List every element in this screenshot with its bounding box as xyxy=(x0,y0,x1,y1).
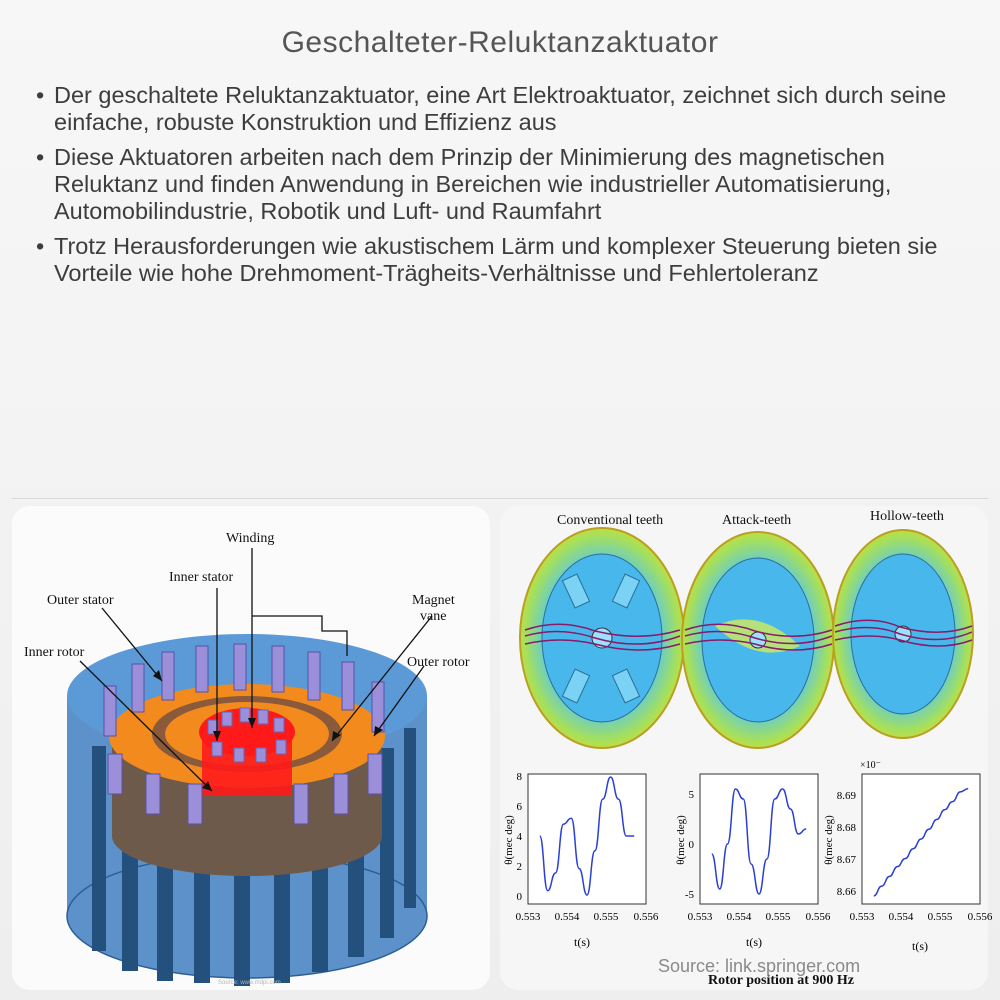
chart-3 xyxy=(823,760,993,953)
bullet-text: Der geschaltete Reluktanzaktuator, eine Art Elektroaktuator, zeichnet sich durch seine einfache, robuste Konstruktion und Effizienz aus xyxy=(54,82,947,135)
chart-3-ytick: 8.68 xyxy=(836,822,856,834)
bullet-list xyxy=(36,82,966,295)
simulation-figure xyxy=(500,506,993,990)
bullet-text: Trotz Herausforderungen wie akustischem Lärm und komplexer Steuerung bieten sie Vorteile wie hohe Drehmoment-Trägheits-Verhältnisse und Fehlertoleranz xyxy=(54,233,938,286)
chart-2-ylabel: θ(mec deg) xyxy=(675,815,687,865)
chart-2-xtick: 0.553 xyxy=(687,911,713,923)
bullet-item xyxy=(36,82,966,136)
chart-3-ylabel: θ(mec deg) xyxy=(823,815,835,865)
label-vane: vane xyxy=(420,609,447,624)
chart-1-ytick: 8 xyxy=(516,771,522,783)
cross-section-conventional xyxy=(520,528,684,748)
chart-3-ytick: 8.69 xyxy=(836,790,856,802)
page-title: Geschalteter-Reluktanzaktuator xyxy=(281,26,719,59)
label-magnet: Magnet xyxy=(412,593,455,608)
chart-2-xlabel: t(s) xyxy=(746,935,762,949)
chart-3-xtick: 0.553 xyxy=(849,911,875,923)
chart-1-ytick: 0 xyxy=(516,891,522,903)
chart-3-xlabel: t(s) xyxy=(912,939,928,953)
heading-attack-teeth: Attack-teeth xyxy=(722,513,792,528)
heading-conventional-teeth: Conventional teeth xyxy=(557,513,664,528)
chart-1-ytick: 4 xyxy=(516,831,522,843)
chart-3-ytick: 8.67 xyxy=(836,854,856,866)
chart-3-ytick: 8.66 xyxy=(836,886,856,898)
cross-section-hollow xyxy=(833,530,973,738)
source-credit: Source: link.springer.com xyxy=(658,956,861,976)
bullet-item xyxy=(36,144,966,225)
chart-2-ytick: -5 xyxy=(684,889,694,901)
chart-1-xtick: 0.554 xyxy=(554,911,580,923)
bullet-item xyxy=(36,233,966,287)
label-inner-stator: Inner stator xyxy=(169,570,234,585)
chart-2-ytick: 0 xyxy=(688,839,694,851)
actuator-illustration xyxy=(12,506,490,990)
simulation-figure-panel xyxy=(500,506,993,990)
chart-1-ylabel: θ(mec deg) xyxy=(503,815,515,865)
chart-1-xtick: 0.553 xyxy=(515,911,541,923)
bullet-dot: • xyxy=(36,82,45,108)
actuator-figure-panel xyxy=(12,506,490,990)
chart-1-ytick: 2 xyxy=(516,861,522,873)
label-outer-rotor: Outer rotor xyxy=(407,655,470,670)
chart-3-xtick: 0.556 xyxy=(967,911,993,923)
figure-caption: Rotor position at 900 Hz xyxy=(708,973,854,988)
chart-1-xtick: 0.556 xyxy=(633,911,659,923)
chart-2-xtick: 0.554 xyxy=(726,911,752,923)
bullet-dot: • xyxy=(36,233,45,259)
heading-hollow-teeth: Hollow-teeth xyxy=(870,509,944,524)
small-source-text: Source: www.mdpi.com xyxy=(218,980,281,986)
chart-1 xyxy=(503,771,659,949)
cross-section-attack xyxy=(682,532,834,748)
chart-3-xtick: 0.555 xyxy=(927,911,953,923)
chart-1-ytick: 6 xyxy=(516,801,522,813)
chart-1-xtick: 0.555 xyxy=(593,911,619,923)
label-winding: Winding xyxy=(226,531,275,546)
chart-2-xtick: 0.555 xyxy=(765,911,791,923)
chart-2 xyxy=(675,774,831,949)
divider xyxy=(12,498,988,499)
bullet-text: Diese Aktuatoren arbeiten nach dem Prinzip der Minimierung des magnetischen Reluktanz und finden Anwendung in Bereichen wie industrieller Automatisierung, Automobilindustrie, Robotik und Luft- und Raumfahrt xyxy=(54,144,892,224)
bullet-dot: • xyxy=(36,144,45,170)
label-outer-stator: Outer stator xyxy=(47,593,114,608)
label-inner-rotor: Inner rotor xyxy=(24,645,85,660)
chart-3-exponent: ×10⁻ xyxy=(860,760,881,771)
chart-1-xlabel: t(s) xyxy=(574,935,590,949)
chart-3-xtick: 0.554 xyxy=(888,911,914,923)
chart-2-xtick: 0.556 xyxy=(805,911,831,923)
chart-2-ytick: 5 xyxy=(688,789,694,801)
